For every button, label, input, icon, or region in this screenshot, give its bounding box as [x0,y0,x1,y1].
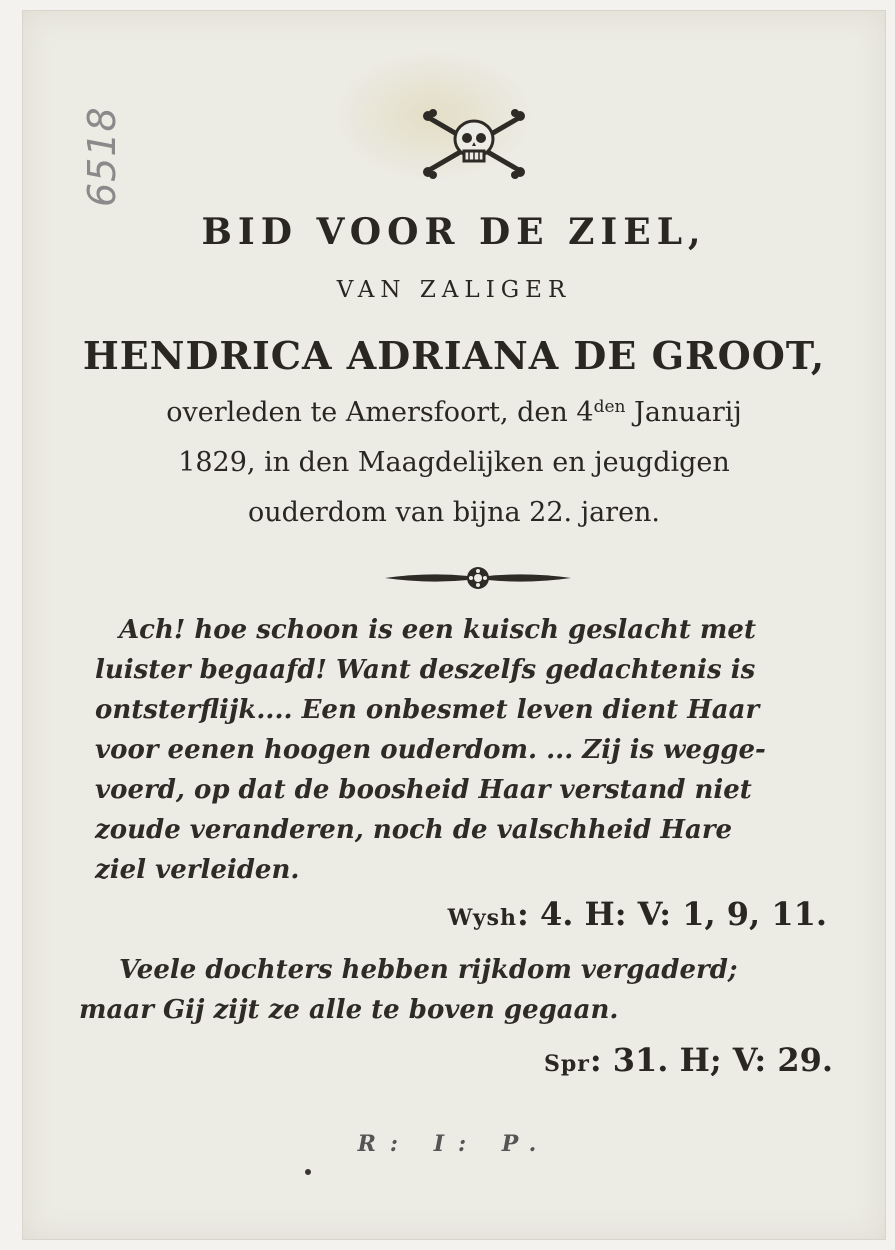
verse1-ref-book: Wysh [447,905,517,931]
verse2-line: maar Gij zijt ze alle te boven gegaan. [79,995,619,1025]
death-line-1 [23,397,885,428]
verse1-line: zoude veranderen, noch de valschheid Hare [95,815,733,845]
death-line-3: ouderdom van bijna 22. jaren. [247,497,661,528]
verse1-line: luister begaafd! Want deszelfs gedachtenis is [95,655,756,685]
verse1-line: ontsterflijk.... Een onbesmet leven dient Haar [95,695,760,725]
verse1-ref-rest: : 4. H: V: 1, 9, 11. [516,895,827,933]
accession-number: 6518 [80,106,124,207]
ink-dot [305,1169,311,1175]
heading-bid-voor-de-ziel: BID VOOR DE ZIEL, [201,211,707,253]
verse2-line: Veele dochters hebben rijkdom vergaderd; [119,955,738,985]
verse1-line: Ach! hoe schoon is een kuisch geslacht met [119,615,756,645]
deceased-name: HENDRICA ADRIANA DE GROOT, [82,333,826,378]
verse2-ref-rest: : 31. H; V: 29. [589,1041,833,1079]
verse2-reference [544,1041,833,1079]
rip-text: R: I: P. [357,1131,551,1157]
verse1-reference [448,895,827,933]
heading-van-zaliger: VAN ZALIGER [336,277,572,303]
skull-and-crossbones-icon [419,109,529,179]
verse2-ref-book: Spr [543,1051,590,1077]
flourish-rule-icon [383,563,573,593]
verse1-line: ziel verleiden. [95,855,300,885]
death-line-2: 1829, in den Maagdelijken en jeugdigen [178,447,730,478]
death-line-1-sup: den [593,397,626,417]
death-line-1-end: Januarij [625,397,742,428]
verse1-line: voor eenen hoogen ouderdom. ... Zij is wegge- [95,735,766,765]
verse1-line: voerd, op dat de boosheid Haar verstand niet [95,775,752,805]
memorial-card [22,10,886,1240]
death-line-1-start: overleden te Amersfoort, den 4 [166,397,594,428]
